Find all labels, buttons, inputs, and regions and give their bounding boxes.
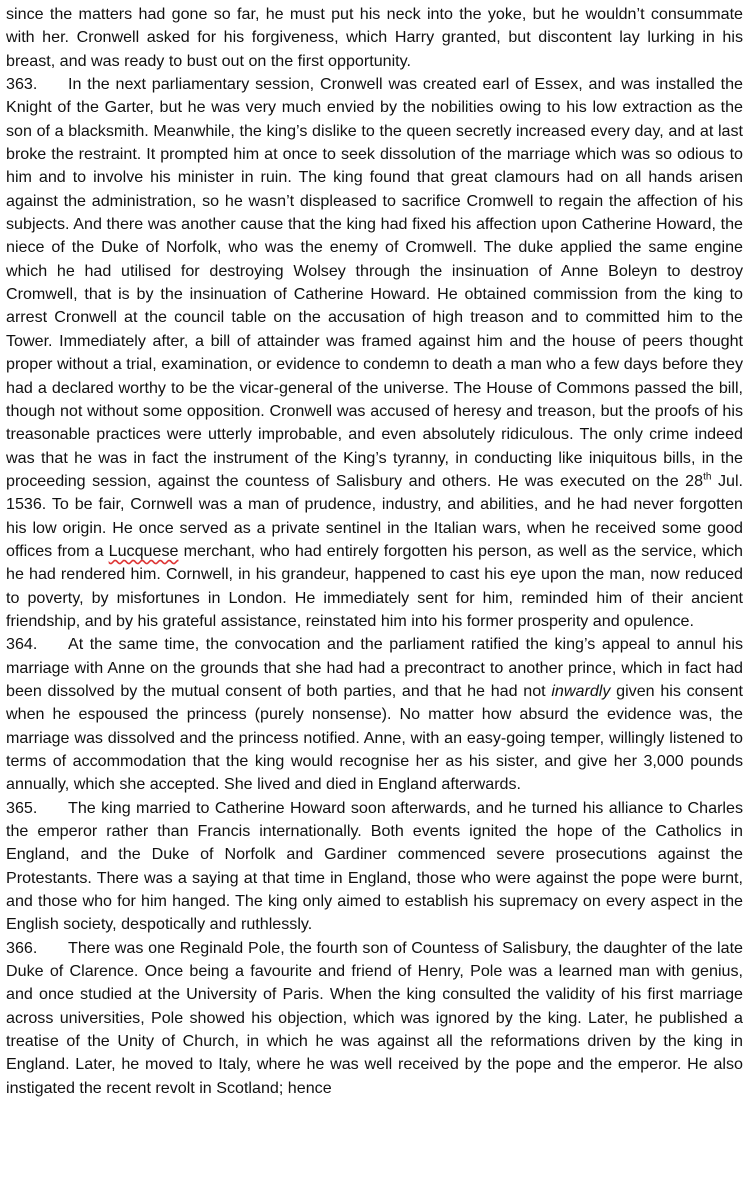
ordinal-suffix: th (703, 471, 712, 483)
paragraph-364 (6, 633, 743, 796)
paragraph-text: There was one Reginald Pole, the fourth son of Countess of Salisbury, the daughter of the late Duke of Clarence. Once being a favourite and friend of Henry, Pole was a learned man with genius, and once studied at the University of Paris. When the king consulted the validity of his first marriage across universities, Pole showed his objection, which was ignored by the king. Later, he published a treatise of the Unity of Church, in which he was against all the reformations driven by the king in England. Later, he moved to Italy, where he was well received by the pope and the emperor. He also instigated the recent revolt in Scotland; hence (6, 938, 743, 1097)
paragraph-363 (6, 73, 743, 633)
paragraph-continuation (6, 3, 743, 73)
paragraph-number: 365. (6, 798, 38, 817)
paragraph-number: 364. (6, 635, 38, 654)
italic-word: inwardly (551, 681, 611, 700)
paragraph-number: 363. (6, 75, 38, 94)
spellcheck-flagged-word[interactable]: Lucquese (108, 541, 179, 560)
paragraph-text: In the next parliamentary session, Cronwell was created earl of Essex, and was installed the Knight of the Garter, but he was very much envied by the nobilities owing to his low extraction as the son of a blacksmith. Meanwhile, the king’s dislike to the queen secretly increased every day, and at last broke the restraint. It prompted him at once to seek dissolution of the marriage which was so odious to him and to involve his minister in ruin. The king found that great clamours had on all hands arisen against the administration, so he wasn’t displeased to sacrifice Cromwell to regain the affection of his subjects. And there was another cause that the king had fixed his affection upon Catherine Howard, the niece of the Duke of Norfolk, who was the enemy of Cromwell. The duke applied the same engine which he had utilised for destroying Wolsey through the insinuation of Anne Boleyn to destroy Cromwell, that is by the insinuation of Catherine Howard. He obtained commission from the king to arrest Cronwell at the council table on the accusation of high treason and to committed him to the Tower. Immediately after, a bill of attainder was framed against him and the house of peers thought proper without a trial, examination, or evidence to condemn to death a man who a few days before they had a declared worthy to be the vicar-general of the universe. The House of Commons passed the bill, though not without some opposition. Cronwell was accused of heresy and treason, but the proofs of his treasonable practices were utterly improbable, and even absolutely ridiculous. The only crime indeed was that he was in fact the instrument of the King’s tyranny, in conducting like iniquitous bills, in the proceeding session, against the countess of Salisbury and others. He was executed on the 28 (6, 75, 743, 490)
paragraph-number: 366. (6, 938, 38, 957)
paragraph-text: At the same time, the convocation and the parliament ratified the king’s appeal to annul his marriage with Anne on the grounds that she had had a precontract to another prince, which in fact had been dissolved by the mutual consent of both parties, and that he had not (6, 635, 743, 700)
paragraph-text: The king married to Catherine Howard soon afterwards, and he turned his alliance to Charles the emperor rather than Francis internationally. Both events ignited the hope of the Catholics in England, and the Duke of Norfolk and Gardiner commenced severe prosecutions against the Protestants. There was a saying at that time in England, those who were against the pope were burnt, and those who for him hanged. The king only aimed to establish his supremacy on every aspect in the English society, despotically and ruthlessly. (6, 798, 743, 934)
paragraph-text: Jul. 1536. To be fair, Cornwell was a man of prudence, industry, and abilities, and he had never forgotten his low origin. He once served as a private sentinel in the Italian wars, when he received some good offices from a (6, 471, 743, 560)
paragraph-text: merchant, who had entirely forgotten his person, as well as the service, which he had rendered him. Cornwell, in his grandeur, happened to cast his eye upon the man, now reduced to poverty, by misfortunes in London. He immediately sent for him, reminded him of their ancient friendship, and by his grateful assistance, reinstated him into his former prosperity and opulence. (6, 541, 743, 630)
paragraph-text: given his consent when he espoused the princess (purely nonsense). No matter how absurd the evidence was, the marriage was dissolved and the princess notified. Anne, with an easy-going temper, willingly listened to terms of accommodation that the king would recognise her as his sister, and give her 3,000 pounds annually, which she accepted. She lived and died in England afterwards. (6, 681, 743, 794)
paragraph-365 (6, 797, 743, 937)
paragraph-text: since the matters had gone so far, he must put his neck into the yoke, but he wouldn’t consummate with her. Cronwell asked for his forgiveness, which Harry granted, but discontent lay lurking in his breast, and was ready to bust out on the first opportunity. (6, 5, 743, 70)
paragraph-366 (6, 937, 743, 1100)
